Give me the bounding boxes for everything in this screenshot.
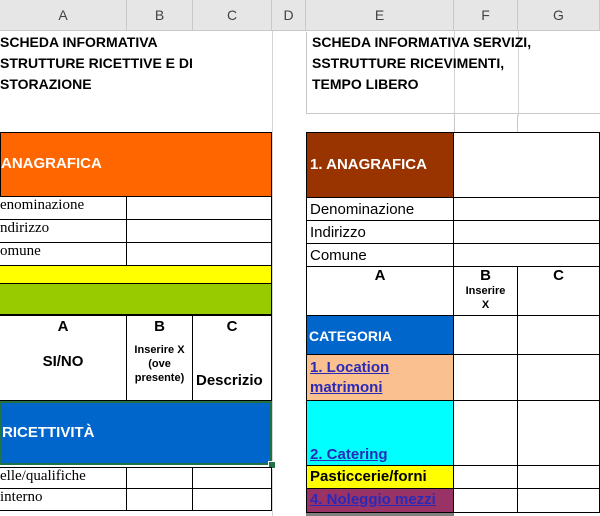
column-header-g-label: G (553, 7, 564, 23)
right-cat-catering-link[interactable]: 2. Catering (310, 446, 388, 463)
column-header-b[interactable] (127, 0, 193, 31)
left-row-interno-label: interno (0, 489, 43, 505)
right-categoria-b[interactable] (454, 316, 518, 355)
right-field-indirizzo-value[interactable] (454, 221, 600, 244)
left-section-ricettivita-label: RICETTIVITÀ (2, 424, 95, 441)
right-cat2-b[interactable] (454, 401, 518, 466)
left-green-band[interactable] (0, 284, 272, 315)
right-cat-noleggio-mezzi-link[interactable]: 4. Noleggio mezzi (310, 491, 436, 508)
right-cat4-b[interactable] (454, 489, 518, 513)
right-field-indirizzo-label: Indirizzo (310, 224, 366, 241)
left-row-interno-b[interactable] (127, 489, 193, 511)
right-col-c-letter: C (553, 267, 564, 284)
right-categoria-label: CATEGORIA (309, 328, 392, 344)
right-field-indirizzo[interactable] (306, 221, 454, 244)
right-section-anagrafica[interactable] (306, 132, 454, 198)
column-header-a-label: A (58, 7, 68, 23)
left-field-indirizzo-label: ndirizzo (0, 220, 50, 236)
right-categoria-c[interactable] (518, 316, 600, 355)
column-header-c[interactable] (193, 0, 272, 31)
right-cat1-c[interactable] (518, 355, 600, 401)
right-inserire-x-label: Inserire X (465, 285, 506, 311)
left-col-b-header[interactable] (127, 315, 193, 400)
left-field-denominazione-label: enominazione (0, 197, 85, 213)
column-header-d[interactable] (272, 0, 306, 31)
right-cat3-c[interactable] (518, 466, 600, 489)
left-row-qualifiche[interactable] (0, 467, 127, 489)
right-section-anagrafica-label: 1. ANAGRAFICA (310, 156, 427, 173)
column-header-f-label: F (481, 7, 490, 23)
left-row-qualifiche-label: elle/qualifiche (0, 468, 86, 484)
left-col-c-header[interactable] (193, 315, 272, 400)
left-si-no-label: SI/NO (42, 353, 84, 370)
left-row-qualifiche-b[interactable] (127, 467, 193, 489)
column-header-g[interactable] (518, 0, 600, 31)
left-field-indirizzo[interactable] (0, 220, 127, 243)
left-yellow-band[interactable] (0, 266, 272, 284)
right-title-text: SCHEDA INFORMATIVA SERVIZI, SSTRUTTURE RICEVIMENTI, TEMPO LIBERO (312, 34, 532, 92)
column-header-a[interactable] (0, 0, 127, 31)
left-field-denominazione-value[interactable] (127, 197, 272, 220)
left-field-indirizzo-value[interactable] (127, 220, 272, 243)
right-col-b-letter: B (480, 267, 491, 284)
left-descrizio-label: Descrizio (196, 372, 263, 389)
column-header-c-label: C (226, 7, 238, 23)
right-categoria-header[interactable] (306, 316, 454, 355)
right-field-denominazione-value[interactable] (454, 198, 600, 221)
right-field-comune-value[interactable] (454, 244, 600, 267)
left-section-anagrafica[interactable] (0, 132, 272, 197)
right-cat1-b[interactable] (454, 355, 518, 401)
column-header-e[interactable] (306, 0, 454, 31)
right-col-c-header[interactable] (518, 267, 600, 316)
right-field-comune[interactable] (306, 244, 454, 267)
right-cat3-b[interactable] (454, 466, 518, 489)
left-col-b-letter: B (154, 318, 165, 335)
left-inserire-x-label: Inserire X (ove presente) (134, 344, 185, 384)
left-section-ricettivita[interactable] (0, 401, 272, 465)
right-col-a-letter: A (374, 267, 386, 284)
right-cat2-c[interactable] (518, 401, 600, 466)
right-cat-location-matrimoni[interactable] (306, 355, 454, 401)
left-col-a-header[interactable] (0, 315, 127, 400)
left-title-text: SCHEDA INFORMATIVA STRUTTURE RICETTIVE E DI STORAZIONE (0, 34, 193, 92)
right-cat-location-matrimoni-link[interactable]: 1. Location matrimoni (310, 359, 390, 396)
left-row-qualifiche-c[interactable] (193, 467, 272, 489)
left-field-comune[interactable] (0, 243, 127, 266)
left-col-c-letter: C (226, 318, 238, 335)
left-row-interno[interactable] (0, 489, 127, 511)
left-field-comune-label: omune (0, 243, 41, 259)
left-field-comune-value[interactable] (127, 243, 272, 266)
column-header-d-label: D (283, 7, 294, 23)
left-row-interno-c[interactable] (193, 489, 272, 511)
right-cat4-c[interactable] (518, 489, 600, 513)
column-header-f[interactable] (454, 0, 518, 31)
right-field-denominazione-label: Denominazione (310, 201, 415, 218)
right-col-b-header[interactable] (454, 267, 518, 316)
right-cat-pasticcerie-label: Pasticcerie/forni (310, 468, 427, 485)
right-field-comune-label: Comune (310, 247, 367, 264)
left-col-a-letter: A (57, 318, 69, 335)
left-title[interactable] (0, 32, 272, 98)
right-col-a-header[interactable] (306, 267, 454, 316)
right-title[interactable] (306, 32, 600, 114)
right-cat-pasticcerie[interactable] (306, 466, 454, 489)
right-empty-f[interactable] (454, 115, 518, 132)
right-cat-catering[interactable] (306, 401, 454, 466)
left-field-denominazione[interactable] (0, 197, 127, 220)
column-header-b-label: B (154, 7, 165, 23)
left-section-anagrafica-label: ANAGRAFICA (1, 155, 102, 172)
right-field-denominazione[interactable] (306, 198, 454, 221)
column-header-e-label: E (374, 7, 385, 23)
right-cat-noleggio-mezzi[interactable] (306, 489, 454, 513)
right-anagrafica-value[interactable] (454, 132, 600, 198)
